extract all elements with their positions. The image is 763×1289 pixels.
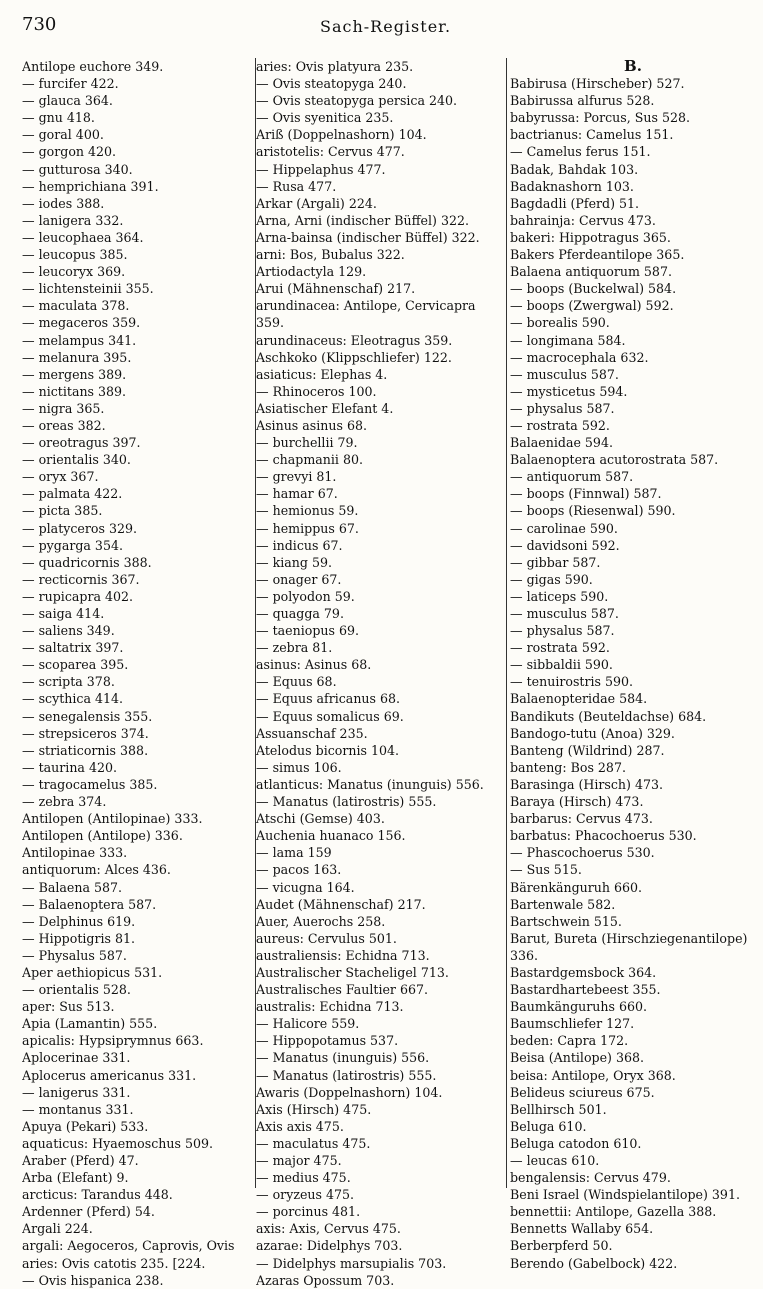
index-entry: — montanus 331.: [22, 1101, 134, 1117]
index-entry: Asinus asinus 68.: [256, 417, 367, 433]
index-entry: — recticornis 367.: [22, 571, 140, 587]
index-entry: — Ovis steatopyga 240.: [256, 76, 407, 92]
index-entry: babyrussa: Porcus, Sus 528.: [510, 110, 691, 126]
index-entry: 359.: [256, 315, 285, 331]
index-column-3: [510, 58, 756, 1272]
index-entry: — scythica 414.: [22, 691, 124, 707]
index-entry: — Manatus (latirostris) 555.: [256, 794, 437, 810]
index-entry: Bennetts Wallaby 654.: [510, 1221, 654, 1237]
index-entry: beden: Capra 172.: [510, 1033, 629, 1049]
index-entry: — hamar 67.: [256, 486, 338, 502]
index-entry: Aper aethiopicus 531.: [22, 964, 163, 980]
index-entry: aquaticus: Hyaemoschus 509.: [22, 1135, 213, 1151]
index-entry: — melanura 395.: [22, 349, 132, 365]
index-entry: — zebra 81.: [256, 640, 333, 656]
index-entry: Australischer Stacheligel 713.: [256, 964, 449, 980]
index-entry: Bandikuts (Beuteldachse) 684.: [510, 708, 707, 724]
index-entry: — palmata 422.: [22, 486, 123, 502]
index-entry: Aschkoko (Klippschliefer) 122.: [256, 349, 452, 365]
index-entry: — hemippus 67.: [256, 520, 359, 536]
index-entry: — maculata 378.: [22, 298, 130, 314]
index-entry: barbarus: Cervus 473.: [510, 811, 653, 827]
index-entry: Aplocerus americanus 331.: [22, 1067, 197, 1083]
index-entry: — Balaenoptera 587.: [22, 896, 157, 912]
index-entry: — megaceros 359.: [22, 315, 141, 331]
index-entry: — oreotragus 397.: [22, 435, 141, 451]
index-entry: — Hippopotamus 537.: [256, 1033, 399, 1049]
index-entry: Bagdadli (Pferd) 51.: [510, 195, 640, 211]
index-entry: — gutturosa 340.: [22, 161, 133, 177]
page-number: 730: [22, 14, 57, 35]
index-entry: bahrainja: Cervus 473.: [510, 212, 656, 228]
index-entry: Balaenidae 594.: [510, 435, 613, 451]
index-entry: — scoparea 395.: [22, 657, 129, 673]
index-entry: — Halicore 559.: [256, 1016, 360, 1032]
index-entry: — mergens 389.: [22, 366, 127, 382]
index-entry: — hemprichiana 391.: [22, 178, 159, 194]
index-entry: antiquorum: Alces 436.: [22, 862, 171, 878]
index-entry: Bartenwale 582.: [510, 896, 616, 912]
index-entry: Belideus sciureus 675.: [510, 1084, 655, 1100]
index-entry: — Physalus 587.: [22, 947, 127, 963]
index-entry: — saiga 414.: [22, 606, 105, 621]
index-entry: bakeri: Hippotragus 365.: [510, 229, 671, 245]
index-entry: Axis (Hirsch) 475.: [256, 1101, 372, 1117]
index-entry: — Ovis syenitica 235.: [256, 110, 394, 126]
index-entry: — rostrata 592.: [510, 640, 610, 656]
index-entry: — saliens 349.: [22, 623, 115, 639]
index-entry: — oreas 382.: [22, 417, 106, 433]
index-entry: arundinacea: Antilope, Cervicapra: [256, 298, 476, 314]
index-entry: — Ovis steatopyga persica 240.: [256, 93, 458, 109]
index-entry: Apia (Lamantin) 555.: [22, 1016, 158, 1032]
index-entry: Antilopen (Antilope) 336.: [22, 828, 183, 844]
index-entry: — orientalis 528.: [22, 982, 131, 998]
index-entry: — Manatus (inunguis) 556.: [256, 1050, 430, 1066]
index-entry: — musculus 587.: [510, 366, 619, 382]
index-entry: Badaknashorn 103.: [510, 178, 634, 194]
index-entry: bengalensis: Cervus 479.: [510, 1170, 671, 1186]
index-entry: Auer, Auerochs 258.: [256, 913, 386, 929]
index-entry: Bastardgemsbock 364.: [510, 964, 657, 980]
index-entry: Balaenopteridae 584.: [510, 691, 648, 707]
index-entry: — longimana 584.: [510, 332, 626, 348]
index-entry: — leucopus 385.: [22, 247, 128, 263]
index-entry: — striaticornis 388.: [22, 742, 149, 758]
index-entry: Baumkänguruhs 660.: [510, 999, 647, 1015]
index-entry: — strepsiceros 374.: [22, 725, 149, 741]
index-entry: aper: Sus 513.: [22, 999, 115, 1015]
index-entry: — polyodon 59.: [256, 588, 355, 604]
index-entry: — melampus 341.: [22, 332, 137, 348]
index-entry: Artiodactyla 129.: [256, 264, 367, 280]
index-entry: Arna, Arni (indischer Büffel) 322.: [256, 212, 469, 228]
index-entry: — lichtensteinii 355.: [22, 281, 154, 297]
index-entry: Badak, Bahdak 103.: [510, 161, 639, 177]
index-entry: — Phascochoerus 530.: [510, 845, 655, 861]
index-entry: Berendo (Gabelbock) 422.: [510, 1255, 678, 1271]
index-entry: — Sus 515.: [510, 862, 582, 878]
index-entry: — hemionus 59.: [256, 503, 359, 519]
index-entry: — taeniopus 69.: [256, 623, 360, 639]
index-entry: arcticus: Tarandus 448.: [22, 1187, 173, 1203]
index-entry: — Ovis hispanica 238.: [22, 1272, 164, 1288]
index-entry: Baumschliefer 127.: [510, 1016, 635, 1032]
index-entry: — nigra 365.: [22, 400, 105, 416]
index-entry: Antilopinae 333.: [22, 845, 128, 861]
index-entry: 336.: [510, 947, 539, 963]
index-entry: — Equus africanus 68.: [256, 691, 401, 707]
index-entry: — leucoryx 369.: [22, 264, 126, 280]
index-entry: — glauca 364.: [22, 93, 113, 109]
index-entry: Balaena antiquorum 587.: [510, 264, 672, 280]
index-entry: — Hippotigris 81.: [22, 930, 136, 946]
index-column-2: [256, 58, 500, 1289]
index-entry: arni: Bos, Bubalus 322.: [256, 247, 405, 263]
index-entry: — grevyi 81.: [256, 469, 337, 485]
index-entry: beisa: Antilope, Oryx 368.: [510, 1067, 676, 1083]
index-entry: — rostrata 592.: [510, 417, 610, 433]
index-entry: argali: Aegoceros, Caprovis, Ovis: [22, 1238, 235, 1254]
index-entry: — physalus 587.: [510, 400, 615, 416]
index-column-1: [22, 58, 250, 1289]
section-letter-heading: B.: [624, 58, 642, 75]
index-entry: — antiquorum 587.: [510, 469, 634, 485]
index-entry: Azaras Opossum 703.: [256, 1272, 395, 1288]
index-entry: — sibbaldii 590.: [510, 657, 613, 673]
index-entry: — macrocephala 632.: [510, 349, 649, 365]
index-entry: — onager 67.: [256, 571, 342, 587]
index-entry: Assuanschaf 235.: [256, 725, 368, 741]
index-entry: Atschi (Gemse) 403.: [256, 811, 385, 827]
index-entry: Audet (Mähnenschaf) 217.: [256, 896, 426, 912]
index-entry: asinus: Asinus 68.: [256, 657, 372, 673]
index-entry: — boops (Finnwal) 587.: [510, 486, 662, 502]
index-entry: — Balaena 587.: [22, 879, 123, 895]
index-entry: australis: Echidna 713.: [256, 999, 404, 1015]
index-entry: — taurina 420.: [22, 759, 117, 775]
index-entry: — borealis 590.: [510, 315, 610, 331]
index-entry: banteng: Bos 287.: [510, 759, 626, 775]
index-entry: — Equus 68.: [256, 674, 337, 690]
index-entry: Bastardhartebeest 355.: [510, 982, 661, 998]
index-entry: — tenuirostris 590.: [510, 674, 634, 690]
index-entry: — gorgon 420.: [22, 144, 117, 160]
index-entry: Asiatischer Elefant 4.: [256, 400, 394, 416]
index-entry: — maculatus 475.: [256, 1135, 371, 1151]
index-entry: — pacos 163.: [256, 862, 342, 878]
index-entry: — gigas 590.: [510, 571, 593, 587]
index-entry: — Didelphys marsupialis 703.: [256, 1255, 447, 1271]
index-entry: — boops (Zwergwal) 592.: [510, 298, 674, 314]
index-entry: aries: Ovis platyura 235.: [256, 59, 414, 74]
index-entry: — vicugna 164.: [256, 879, 355, 895]
index-entry: — Rusa 477.: [256, 178, 337, 194]
index-entry: — kiang 59.: [256, 554, 332, 570]
index-entry: aristotelis: Cervus 477.: [256, 144, 405, 160]
index-entry: — rupicapra 402.: [22, 588, 134, 604]
index-entry: — lanigerus 331.: [22, 1084, 131, 1100]
index-entry: — burchellii 79.: [256, 435, 358, 451]
index-entry: — scripta 378.: [22, 674, 115, 690]
index-entry: — lama 159: [256, 845, 332, 861]
index-entry: Beluga 610.: [510, 1118, 587, 1134]
index-entry: — tragocamelus 385.: [22, 776, 158, 792]
index-entry: azarae: Didelphys 703.: [256, 1238, 403, 1254]
index-entry: — zebra 374.: [22, 794, 107, 810]
index-entry: — Delphinus 619.: [22, 913, 136, 929]
index-entry: — quagga 79.: [256, 606, 344, 621]
index-entry: Auchenia huanaco 156.: [256, 828, 406, 844]
index-entry: — Equus somalicus 69.: [256, 708, 404, 724]
index-entry: Bellhirsch 501.: [510, 1101, 607, 1117]
index-entry: bennettii: Antilope, Gazella 388.: [510, 1204, 717, 1220]
index-entry: Babirusa (Hirscheber) 527.: [510, 76, 685, 92]
index-entry: — quadricornis 388.: [22, 554, 152, 570]
index-entry: — laticeps 590.: [510, 588, 609, 604]
index-entry: — saltatrix 397.: [22, 640, 124, 656]
index-entry: australiensis: Echidna 713.: [256, 947, 430, 963]
index-entry: bactrianus: Camelus 151.: [510, 127, 674, 143]
index-entry: — senegalensis 355.: [22, 708, 153, 724]
index-entry: — furcifer 422.: [22, 76, 119, 92]
index-entry: — indicus 67.: [256, 537, 343, 553]
index-entry: Bakers Pferdeantilope 365.: [510, 247, 685, 263]
index-entry: Ardenner (Pferd) 54.: [22, 1204, 155, 1220]
index-entry: axis: Axis, Cervus 475.: [256, 1221, 401, 1237]
index-entry: Awaris (Doppelnashorn) 104.: [256, 1084, 443, 1100]
index-entry: Beni Israel (Windspielantilope) 391.: [510, 1187, 740, 1203]
index-entry: — Manatus (latirostris) 555.: [256, 1067, 437, 1083]
index-entry: Babirussa alfurus 528.: [510, 93, 655, 109]
index-entry: — musculus 587.: [510, 606, 619, 621]
index-entry: — medius 475.: [256, 1170, 351, 1186]
index-entry: atlanticus: Manatus (inunguis) 556.: [256, 776, 484, 792]
index-entry: — physalus 587.: [510, 623, 615, 639]
index-entry: Apuya (Pekari) 533.: [22, 1118, 149, 1134]
index-entry: — gnu 418.: [22, 110, 95, 126]
running-title: Sach-Register.: [320, 17, 452, 36]
index-entry: — platyceros 329.: [22, 520, 137, 536]
index-entry: — Hippelaphus 477.: [256, 161, 386, 177]
index-entry: — Rhinoceros 100.: [256, 383, 377, 399]
index-entry: — orientalis 340.: [22, 452, 131, 468]
index-entry: Argali 224.: [22, 1221, 93, 1237]
index-entry: Arba (Elefant) 9.: [22, 1170, 129, 1186]
index-entry: — simus 106.: [256, 759, 342, 775]
index-entry: Aplocerinae 331.: [22, 1050, 131, 1066]
index-entry: — picta 385.: [22, 503, 103, 519]
index-entry: aureus: Cervulus 501.: [256, 930, 397, 946]
index-entry: Ariß (Doppelnashorn) 104.: [256, 127, 427, 143]
index-entry: aries: Ovis catotis 235. [224.: [22, 1255, 206, 1271]
page-header: [0, 0, 763, 50]
index-entry: Barut, Bureta (Hirschziegenantilope): [510, 930, 748, 946]
index-entry: — leucophaea 364.: [22, 229, 144, 245]
index-entry: barbatus: Phacochoerus 530.: [510, 828, 697, 844]
index-entry: — oryx 367.: [22, 469, 99, 485]
index-entry: Arui (Mähnenschaf) 217.: [256, 281, 416, 297]
index-entry: — chapmanii 80.: [256, 452, 363, 468]
index-entry: — iodes 388.: [22, 195, 105, 211]
index-entry: Balaenoptera acutorostrata 587.: [510, 452, 719, 468]
index-entry: — davidsoni 592.: [510, 537, 620, 553]
index-entry: Araber (Pferd) 47.: [22, 1153, 139, 1168]
index-entry: Atelodus bicornis 104.: [256, 742, 400, 758]
index-entry: Baraya (Hirsch) 473.: [510, 794, 644, 810]
index-entry: Bärenkänguruh 660.: [510, 879, 643, 895]
index-entry: apicalis: Hypsiprymnus 663.: [22, 1033, 204, 1049]
index-entry: — porcinus 481.: [256, 1204, 361, 1220]
index-entry: — goral 400.: [22, 127, 104, 143]
index-entry: Arkar (Argali) 224.: [256, 195, 377, 211]
index-entry: — lanigera 332.: [22, 212, 124, 228]
column-divider: [506, 58, 507, 1188]
index-entry: Antilopen (Antilopinae) 333.: [22, 811, 203, 827]
index-entry: asiaticus: Elephas 4.: [256, 366, 388, 382]
index-entry: — gibbar 587.: [510, 554, 601, 570]
index-entry: — mysticetus 594.: [510, 383, 628, 399]
index-entry: — pygarga 354.: [22, 537, 123, 553]
index-entry: — oryzeus 475.: [256, 1187, 355, 1203]
index-entry: — nictitans 389.: [22, 383, 127, 399]
index-entry: Banteng (Wildrind) 287.: [510, 742, 665, 758]
index-entry: Barasinga (Hirsch) 473.: [510, 776, 663, 792]
index-entry: Bandogo-tutu (Anoa) 329.: [510, 725, 675, 741]
index-entry: Arna-bainsa (indischer Büffel) 322.: [256, 229, 480, 245]
index-entry: Axis axis 475.: [256, 1118, 344, 1134]
index-entry: Beluga catodon 610.: [510, 1135, 642, 1151]
index-entry: — Camelus ferus 151.: [510, 144, 651, 160]
index-entry: Beisa (Antilope) 368.: [510, 1050, 644, 1066]
index-entry: — leucas 610.: [510, 1153, 600, 1168]
index-entry: — boops (Buckelwal) 584.: [510, 281, 677, 297]
index-entry: Bartschwein 515.: [510, 913, 622, 929]
index-entry: arundinaceus: Eleotragus 359.: [256, 332, 453, 348]
index-entry: — carolinae 590.: [510, 520, 618, 536]
index-entry: — boops (Riesenwal) 590.: [510, 503, 676, 519]
index-entry: — major 475.: [256, 1153, 342, 1168]
index-entry: Antilope euchore 349.: [22, 59, 164, 74]
index-entry: Australisches Faultier 667.: [256, 982, 428, 998]
index-entry: Berberpferd 50.: [510, 1238, 613, 1254]
